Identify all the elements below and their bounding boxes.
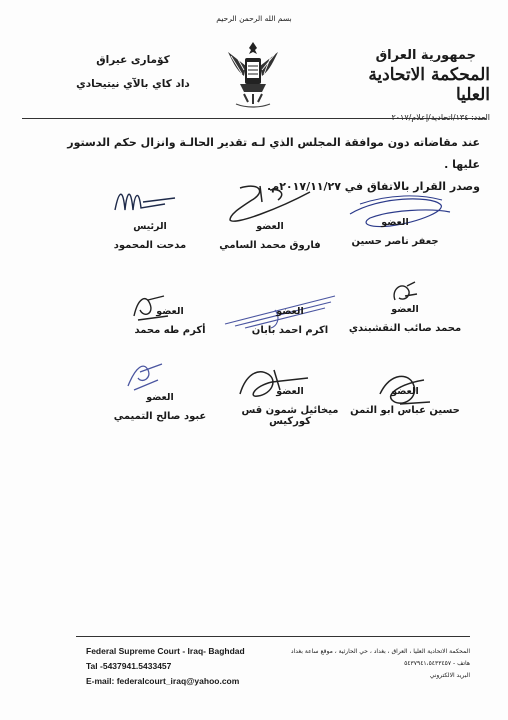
- signature-block-president: [90, 221, 210, 251]
- signatory-name: حسين عباس ابو التمن: [350, 405, 460, 416]
- signature-block-baban: [230, 306, 350, 336]
- signatory-name: عبود صالح التميمي: [113, 411, 207, 422]
- role-label: العضو: [276, 306, 304, 317]
- signatory-name: مدحت المحمود: [113, 240, 187, 251]
- footer-phone-arabic: هاتف - ٥٤٣٧٩٤١،٥٤٣٣٤٥٧: [404, 660, 470, 667]
- footer-address-arabic: المحكمة الاتحادية العليا ، العراق ، بغداد ، حي الحارثية ، موقع ساعة بغداد: [290, 648, 470, 655]
- role-label: العضو: [391, 304, 419, 315]
- signatory-name: اكرم احمد بابان: [251, 325, 329, 336]
- decision-text-line-2: وصدر القرار بالاتفاق في ٢٠١٧/١١/٢٧م.: [266, 180, 480, 193]
- country-name: جمهورية العراق: [375, 48, 476, 63]
- signature-president: [105, 180, 185, 220]
- role-label: العضو: [146, 392, 174, 403]
- footer-email-arabic: البريد الالكتروني: [429, 672, 470, 679]
- role-label: العضو: [276, 386, 304, 397]
- signature-block-farooq: [205, 221, 335, 251]
- footer-email-english: E-mail: federalcourt_iraq@yahoo.com: [86, 676, 240, 686]
- role-label: العضو: [391, 386, 419, 397]
- court-name-kurdish: داد كاي بالآي نيتيحادي: [76, 78, 190, 90]
- court-name: المحكمة الاتحادية العليا: [368, 65, 490, 105]
- iraq-eagle-emblem-icon: [222, 36, 284, 108]
- footer-phone-english: Tal -5437941.5433457: [86, 661, 172, 671]
- signatory-name: ميخائيل شمون قس كوركيس: [241, 405, 339, 427]
- document-number: العدد: ١٣٤/اتحادية/إعلام/٢٠١٧: [391, 113, 490, 122]
- country-name-kurdish: كوٚماری عیراق: [96, 54, 170, 66]
- header-right-block: [350, 48, 490, 122]
- role-label: الرئيس: [133, 221, 167, 232]
- signature-block-naqshbandi: [345, 304, 465, 334]
- signatory-name: محمد صائب النقشبندي: [348, 323, 462, 334]
- role-label: العضو: [381, 217, 409, 228]
- footer-english: [86, 644, 286, 689]
- signatory-name: جعفر ناصر حسين: [351, 236, 439, 247]
- footer-court-english: Federal Supreme Court - Iraq- Baghdad: [86, 646, 245, 656]
- role-label: العضو: [156, 306, 184, 317]
- header-left-block: [58, 54, 208, 90]
- signature-block-jaafar: [330, 217, 460, 247]
- footer-divider: [76, 636, 470, 637]
- signature-block-tamimi: [95, 392, 225, 422]
- footer-arabic: [270, 646, 470, 682]
- role-label: العضو: [256, 221, 284, 232]
- signatory-name: أكرم طه محمد: [134, 325, 206, 336]
- signature-member-tamimi: [118, 356, 168, 396]
- signatory-name: فاروق محمد السامي: [219, 240, 321, 251]
- signature-block-akram-taha: [115, 306, 225, 336]
- decision-text-line-1: عند مقاضاته دون موافقة المجلس الذي لـه تقدير الحالـة وانزال حكم الدستور عليها .: [67, 136, 480, 171]
- basmala: بسم الله الرحمن الرحيم: [216, 14, 292, 23]
- header-divider: [22, 118, 486, 119]
- signature-block-mikhail: [220, 386, 360, 427]
